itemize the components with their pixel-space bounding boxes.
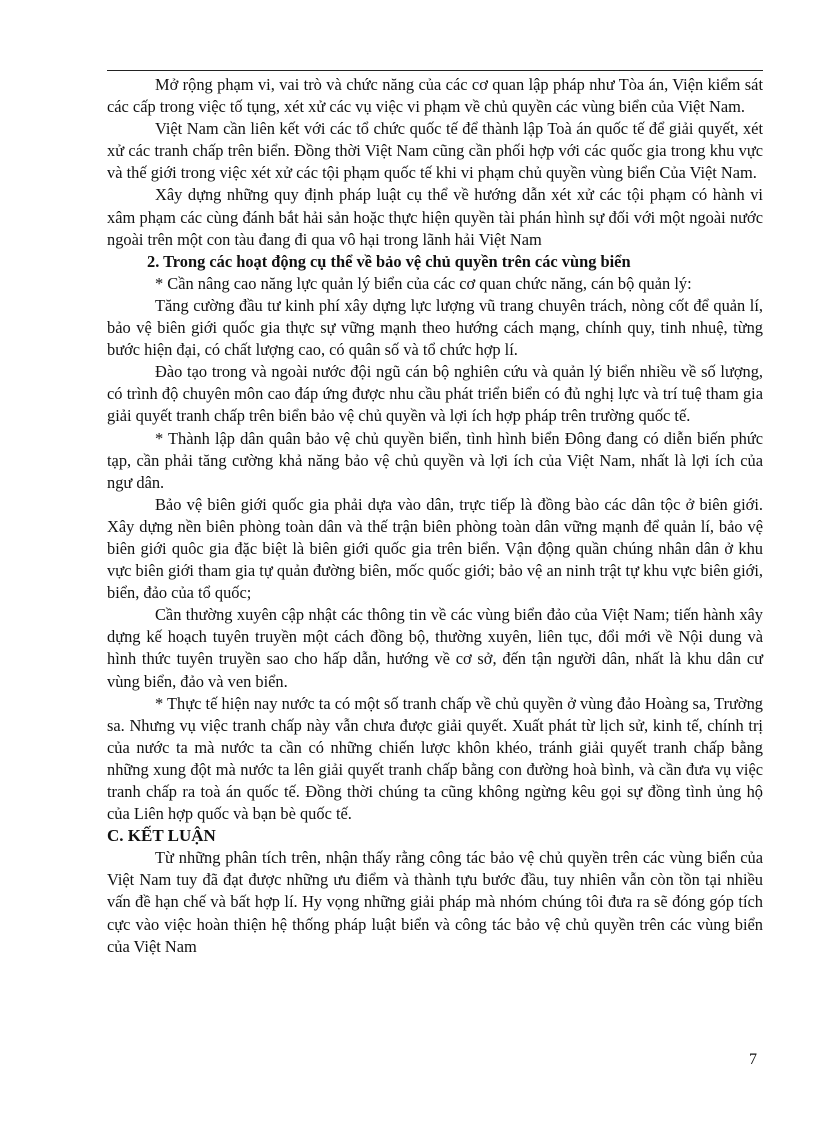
section-heading-2: 2. Trong các hoạt động cụ thể về bảo vệ chủ quyền trên các vùng biển [147,251,631,271]
document-body [107,74,763,958]
paragraph: * Thực tế hiện nay nước ta có một số tranh chấp về chủ quyền ở vùng đảo Hoàng sa, Trường sa. Nhưng vụ việc tranh chấp này vẫn chưa được giải quyết. Xuất phát từ lịch sử, kinh tế, chính trị của nước ta mà nước ta cần có những chiến lược khôn khéo, tránh giải quyết tranh chấp bằng những xung đột mà nước ta lên giải quyết tranh chấp bằng con đường hoà bình, và cần đưa vụ việc tranh chấp ra toà án quốc tế. Đồng thời chúng ta cũng không ngừng kêu gọi sự đồng tình ủng hộ của Liên hợp quốc và bạn bè quốc tế. [107,693,763,824]
paragraph: Xây dựng những quy định pháp luật cụ thể về hướng dẫn xét xử các tội phạm có hành vi xâm phạm các cùng đánh bắt hải sản hoặc thực hiện quyền tài phán hình sự đối với một ngoài nước ngoài trên một con tàu đang đi qua vô hại trong lãnh hải Việt Nam [107,185,763,249]
paragraph: Việt Nam cần liên kết với các tổ chức quốc tế để thành lập Toà án quốc tế để giải quyết, xét xử các tranh chấp trên biển. Đồng thời Việt Nam cũng cần phối hợp với các quốc gia trong khu vực và thế giới trong việc xét xử các tội phạm quốc tế khi vi phạm chủ quyền vùng biển Của Việt Nam. [107,119,763,183]
paragraph: Đào tạo trong và ngoài nước đội ngũ cán bộ nghiên cứu và quản lý biển nhiều về số lượng, có trình độ chuyên môn cao đáp ứng được nhu cầu phát triển biển có đủ nghị lực và trí tuệ tham gia giải quyết tranh chấp trên biển bảo vệ chủ quyền và lợi ích hợp pháp trên trường quốc tế. [107,362,763,426]
paragraph: Bảo vệ biên giới quốc gia phải dựa vào dân, trực tiếp là đồng bào các dân tộc ở biên giới. Xây dựng nền biên phòng toàn dân và thế trận biên phòng toàn dân vững mạnh để quản lí, bảo vệ biên giới quôc gia đặc biệt là biên giới quốc gia trên biển. Vận động quần chúng nhân dân ở khu vực biên giới tham gia tự quản đường biên, mốc quốc giới; bảo vệ an ninh trật tự khu vực biên giới, biển, đảo của tổ quốc; [107,494,763,603]
paragraph: Mở rộng phạm vi, vai trò và chức năng của các cơ quan lập pháp như Tòa án, Viện kiểm sát các cấp trong việc tố tụng, xét xử các vụ việc vi phạm về chủ quyền các vùng biển của Việt Nam. [107,75,763,117]
paragraph: Tăng cường đầu tư kinh phí xây dựng lực lượng vũ trang chuyên trách, nòng cốt để quản lí, bảo vệ biên giới quốc gia thực sự vững mạnh theo hướng cách mạng, chính quy, tinh nhuệ, từng bước hiện đại, có chất lượng cao, có quân số và tổ chức hợp lí. [107,295,763,360]
paragraph: * Cần nâng cao năng lực quản lý biển của các cơ quan chức năng, cán bộ quản lý: [155,273,692,293]
page-number: 7 [749,1051,757,1068]
header-rule [107,70,763,71]
paragraph: * Thành lập dân quân bảo vệ chủ quyền biển, tình hình biển Đông đang có diễn biến phức tạp, cần phải tăng cường khả năng bảo vệ chủ quyền và lợi ích của Việt Nam, nhất là lợi ích của ngư dân. [107,428,763,492]
paragraph: Cần thường xuyên cập nhật các thông tin về các vùng biển đảo của Việt Nam; tiến hành xây dựng kế hoạch tuyên truyền một cách đồng bộ, thường xuyên, liên tục, đổi mới về Nội dung và hình thức tuyên truyền sao cho hấp dẫn, hướng về cơ sở, đến tận người dân, nhất là khu dân cư vùng biển, đảo và ven biển. [107,605,763,691]
conclusion-heading: C. KẾT LUẬN [107,826,216,846]
conclusion-paragraph: Từ những phân tích trên, nhận thấy rằng công tác bảo vệ chủ quyền trên các vùng biển của Việt Nam tuy đã đạt được những ưu điểm và thành tựu bước đầu, tuy nhiên vẫn còn tồn tại nhiều vấn đề hạn chế và bất hợp lí. Hy vọng những giải pháp mà nhóm chúng tôi đưa ra sẽ đóng góp tích cực vào việc hoàn thiện hệ thống pháp luật biển và công tác bảo vệ chủ quyền trên các vùng biển của Việt Nam [107,848,763,956]
